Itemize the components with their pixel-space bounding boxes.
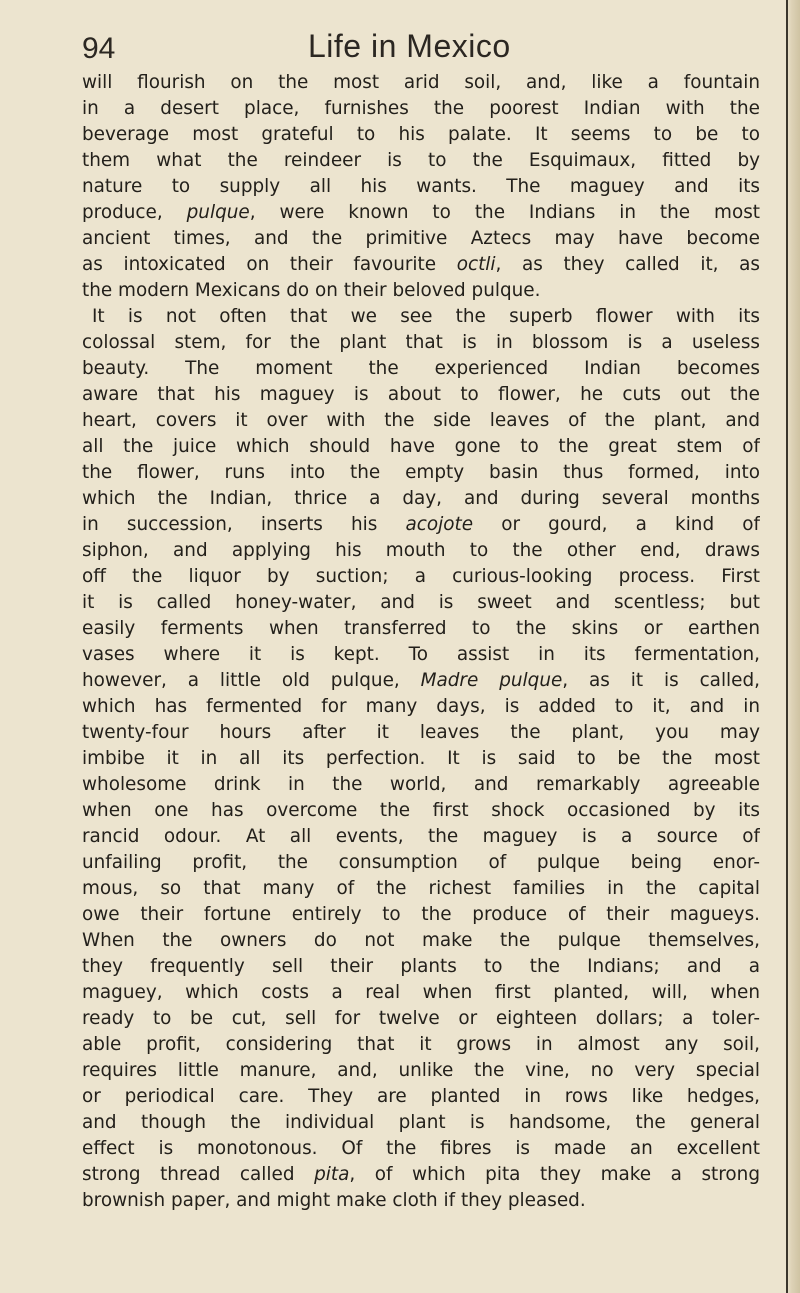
text-line: they frequently sell their plants to the Indians; and a <box>82 956 760 977</box>
italic-term: pulque <box>186 202 250 223</box>
text-line: will flourish on the most arid soil, and, like a fountain <box>82 72 760 93</box>
text-line: the modern Mexicans do on their beloved pulque. <box>82 280 541 301</box>
text-line: when one has overcome the first shock occasioned by its <box>82 800 760 821</box>
text-line: beverage most grateful to his palate. It seems to be to <box>82 124 760 145</box>
text-line: all the juice which should have gone to the great stem of <box>82 436 760 457</box>
text-line: them what the reindeer is to the Esquimaux, fitted by <box>82 150 760 171</box>
body-text <box>82 70 760 1214</box>
text-line: easily ferments when transferred to the skins or earthen <box>82 618 760 639</box>
italic-term: octli <box>456 254 496 275</box>
page-edge-shadow <box>786 0 800 1293</box>
text-line: the flower, runs into the empty basin thus formed, into <box>82 462 760 483</box>
italic-term: Madre pulque <box>420 670 563 691</box>
text-line: It is not often that we see the superb flower with its <box>92 306 760 327</box>
text-line: siphon, and applying his mouth to the other end, draws <box>82 540 760 561</box>
text-line: maguey, which costs a real when first planted, will, when <box>82 982 760 1003</box>
text-line: and though the individual plant is handsome, the general <box>82 1112 760 1133</box>
text-line: off the liquor by suction; a curious-looking process. First <box>82 566 760 587</box>
text-line: rancid odour. At all events, the maguey is a source of <box>82 826 760 847</box>
text-line: or periodical care. They are planted in rows like hedges, <box>82 1086 760 1107</box>
text-line: in a desert place, furnishes the poorest Indian with the <box>82 98 760 119</box>
text-line: beauty. The moment the experienced Indian becomes <box>82 358 760 379</box>
text-line: mous, so that many of the richest families in the capital <box>82 878 760 899</box>
italic-term: acojote <box>405 514 474 535</box>
text-line: aware that his maguey is about to flower, he cuts out the <box>82 384 760 405</box>
page-header <box>82 28 760 68</box>
text-line: which the Indian, thrice a day, and during several months <box>82 488 760 509</box>
page-border-line <box>786 0 788 1293</box>
text-line: ready to be cut, sell for twelve or eighteen dollars; a toler- <box>82 1008 760 1029</box>
text-line: heart, covers it over with the side leaves of the plant, and <box>82 410 760 431</box>
italic-term: pita <box>314 1164 350 1185</box>
text-line: as intoxicated on their favourite octli, as they called it, as <box>82 254 760 275</box>
text-line: ancient times, and the primitive Aztecs may have become <box>82 228 760 249</box>
text-line: brownish paper, and might make cloth if they pleased. <box>82 1190 586 1211</box>
text-line: imbibe it in all its perfection. It is said to be the most <box>82 748 760 769</box>
text-line: in succession, inserts his acojote or gourd, a kind of <box>82 514 760 535</box>
text-line: produce, pulque, were known to the Indians in the most <box>82 202 760 223</box>
text-line: owe their fortune entirely to the produce of their magueys. <box>82 904 760 925</box>
text-line: effect is monotonous. Of the fibres is made an excellent <box>82 1138 760 1159</box>
text-line: requires little manure, and, unlike the vine, no very special <box>82 1060 760 1081</box>
text-line: which has fermented for many days, is added to it, and in <box>82 696 760 717</box>
text-line: unfailing profit, the consumption of pulque being enor- <box>82 852 760 873</box>
text-line: wholesome drink in the world, and remarkably agreeable <box>82 774 760 795</box>
text-line: able profit, considering that it grows in almost any soil, <box>82 1034 760 1055</box>
text-line: it is called honey-water, and is sweet and scentless; but <box>82 592 760 613</box>
text-line: When the owners do not make the pulque themselves, <box>82 930 760 951</box>
page-number: 94 <box>82 32 116 65</box>
text-line: colossal stem, for the plant that is in blossom is a useless <box>82 332 760 353</box>
text-line: nature to supply all his wants. The maguey and its <box>82 176 760 197</box>
text-line: however, a little old pulque, Madre pulque, as it is called, <box>82 670 760 691</box>
text-line: twenty-four hours after it leaves the plant, you may <box>82 722 760 743</box>
text-line: vases where it is kept. To assist in its fermentation, <box>82 644 760 665</box>
text-line: strong thread called pita, of which pita they make a strong <box>82 1164 760 1185</box>
running-title: Life in Mexico <box>308 28 511 64</box>
